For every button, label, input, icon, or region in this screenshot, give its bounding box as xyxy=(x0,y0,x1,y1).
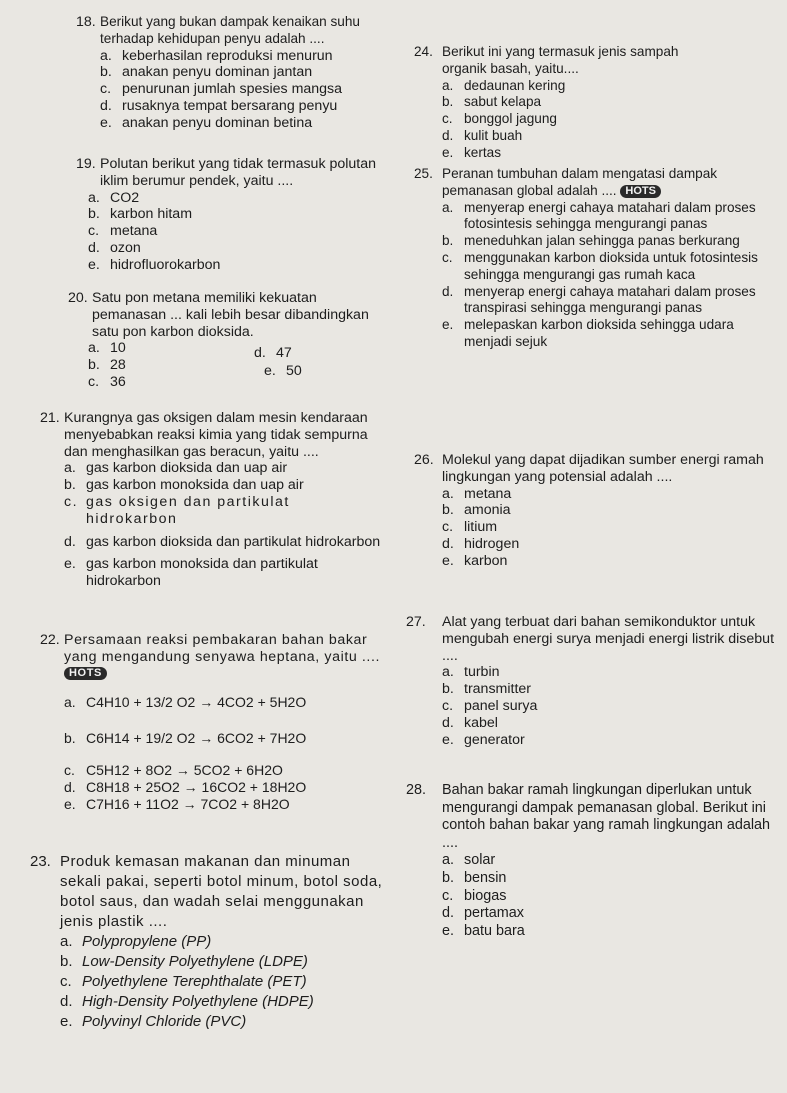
question-20 xyxy=(68,290,388,392)
option-e[interactable]: e. C7H16 + 11O2 → 7CO2 + 8H2O xyxy=(64,795,290,812)
question-text: Alat yang terbuat dari bahan semikonduktor untuk mengubah energi surya menjadi energi listrik disebut .... xyxy=(442,614,775,664)
option-e[interactable]: e. 50 xyxy=(264,363,302,380)
question-number: 19. xyxy=(76,156,96,172)
option-b[interactable]: b. amonia xyxy=(442,502,511,519)
question-text: Molekul yang dapat dijadikan sumber energi ramah lingkungan yang potensial adalah .... xyxy=(442,452,764,485)
option-c[interactable]: c. bonggol jagung xyxy=(442,111,557,127)
question-text: Polutan berikut yang tidak termasuk polutan iklim berumur pendek, yaitu .... xyxy=(100,156,377,189)
option-c[interactable]: c. penurunan jumlah spesies mangsa xyxy=(100,81,343,98)
option-d[interactable]: d. C8H18 + 25O2 → 16CO2 + 18H2O xyxy=(64,779,307,796)
option-c[interactable]: c. litium xyxy=(442,519,498,536)
option-c[interactable]: c. gas oksigen dan partikulat hidrokarbon xyxy=(64,493,290,527)
option-e[interactable]: e. Polyvinyl Chloride (PVC) xyxy=(60,1013,247,1030)
question-text: Persamaan reaksi pembakaran bahan bakar yang mengandung senyawa heptana, yaitu .... xyxy=(64,632,381,665)
option-b[interactable]: b. sabut kelapa xyxy=(442,94,542,110)
question-number: 26. xyxy=(414,452,434,468)
option-a[interactable]: a. keberhasilan reproduksi menurun xyxy=(100,47,333,64)
option-c[interactable]: c. panel surya xyxy=(442,697,538,714)
question-text: Satu pon metana memiliki kekuatan pemanasan ... kali lebih besar dibandingkan satu pon karbon dioksida. xyxy=(92,290,369,340)
question-number: 25. xyxy=(414,166,433,181)
question-19 xyxy=(76,156,396,274)
option-b[interactable]: b. bensin xyxy=(442,869,507,886)
option-a[interactable]: a. menyerap energi cahaya matahari dalam proses fotosintesis sehingga mengurangi panas xyxy=(442,199,756,232)
option-d[interactable]: d. ozon xyxy=(88,239,141,256)
option-e[interactable]: e. melepaskan karbon dioksida sehingga udara menjadi sejuk xyxy=(442,317,734,349)
option-e[interactable]: e. karbon xyxy=(442,552,508,569)
question-number: 21. xyxy=(40,410,60,426)
option-b[interactable]: b. C6H14 + 19/2 O2 → 6CO2 + 7H2O xyxy=(64,730,307,747)
option-a[interactable]: a. Polypropylene (PP) xyxy=(60,933,212,950)
option-a[interactable]: a. 10 xyxy=(88,340,126,357)
option-b[interactable]: b. anakan penyu dominan jantan xyxy=(100,64,313,81)
option-d[interactable]: d. pertamax xyxy=(442,905,524,922)
question-text: Peranan tumbuhan dalam mengatasi dampak pemanasan global adalah .... xyxy=(442,166,718,198)
option-d[interactable]: d. hidrogen xyxy=(442,535,520,552)
question-number: 27. xyxy=(406,614,426,630)
option-e[interactable]: e. anakan penyu dominan betina xyxy=(100,114,313,131)
question-number: 23. xyxy=(30,853,51,870)
question-text: Berikut yang bukan dampak kenaikan suhu terhadap kehidupan penyu adalah .... xyxy=(100,14,360,46)
option-a[interactable]: a. metana xyxy=(442,485,512,502)
option-a[interactable]: a. turbin xyxy=(442,664,500,681)
question-text: Berikut ini yang termasuk jenis sampah organik basah, yaitu.... xyxy=(442,44,679,76)
hots-badge: HOTS xyxy=(620,185,661,198)
question-24 xyxy=(414,44,714,162)
question-number: 22. xyxy=(40,632,60,648)
option-c[interactable]: c. biogas xyxy=(442,887,507,904)
question-text: Bahan bakar ramah lingkungan diperlukan untuk mengurangi dampak pemanasan global. Berikut ini contoh bahan bakar yang ramah lingkungan adalah .... xyxy=(442,782,771,851)
question-25 xyxy=(414,166,774,351)
option-e[interactable]: e. kertas xyxy=(442,144,502,160)
option-b[interactable]: b. karbon hitam xyxy=(88,206,193,223)
option-a[interactable]: a. gas karbon dioksida dan uap air xyxy=(64,460,288,477)
option-d[interactable]: d. 47 xyxy=(254,345,292,362)
option-d[interactable]: d. kulit buah xyxy=(442,127,523,143)
option-c[interactable]: c. 36 xyxy=(88,374,126,391)
option-c[interactable]: c. Polyethylene Terephthalate (PET) xyxy=(60,973,307,990)
question-number: 24. xyxy=(414,44,433,59)
question-number: 18. xyxy=(76,14,96,30)
question-28 xyxy=(406,782,778,940)
question-23 xyxy=(30,852,385,1032)
option-d[interactable]: d. menyerap energi cahaya matahari dalam proses transpirasi sehingga mengurangi panas xyxy=(442,283,756,316)
option-e[interactable]: e. gas karbon monoksida dan partikulat hidrokarbon xyxy=(64,556,318,590)
option-c[interactable]: c. metana xyxy=(88,223,158,240)
option-c[interactable]: c. menggunakan karbon dioksida untuk fotosintesis sehingga mengurangi gas rumah kaca xyxy=(442,249,758,282)
option-b[interactable]: b. gas karbon monoksida dan uap air xyxy=(64,477,304,494)
option-a[interactable]: a. C4H10 + 13/2 O2 → 4CO2 + 5H2O xyxy=(64,694,307,711)
option-d[interactable]: d. kabel xyxy=(442,714,498,731)
question-text: Produk kemasan makanan dan minuman sekali pakai, seperti botol minum, botol soda, botol saus, dan wadah selai menggunakan jenis plastik .... xyxy=(60,853,383,930)
option-e[interactable]: e. generator xyxy=(442,731,525,748)
question-number: 28. xyxy=(406,782,427,798)
option-b[interactable]: b. Low-Density Polyethylene (LDPE) xyxy=(60,953,308,970)
option-b[interactable]: b. meneduhkan jalan sehingga panas berkurang xyxy=(442,233,740,249)
option-b[interactable]: b. transmitter xyxy=(442,681,532,698)
question-number: 20. xyxy=(68,290,88,306)
option-a[interactable]: a. dedaunan kering xyxy=(442,77,566,93)
question-21 xyxy=(40,410,385,590)
option-e[interactable]: e. hidrofluorokarbon xyxy=(88,256,221,273)
question-22 xyxy=(40,632,385,813)
option-b[interactable]: b. 28 xyxy=(88,357,126,374)
option-d[interactable]: d. High-Density Polyethylene (HDPE) xyxy=(60,993,314,1010)
option-d[interactable]: d. rusaknya tempat bersarang penyu xyxy=(100,97,338,114)
option-a[interactable]: a. solar xyxy=(442,852,496,869)
option-d[interactable]: d. gas karbon dioksida dan partikulat hidrokarbon xyxy=(64,533,381,550)
question-text: Kurangnya gas oksigen dalam mesin kendaraan menyebabkan reaksi kimia yang tidak sempurna dan menghasilkan gas beracun, yaitu .... xyxy=(64,410,368,460)
question-27 xyxy=(406,614,776,748)
hots-badge: HOTS xyxy=(64,667,107,680)
question-18 xyxy=(76,14,386,132)
question-26 xyxy=(414,452,774,570)
option-e[interactable]: e. batu bara xyxy=(442,922,525,939)
option-c[interactable]: c. C5H12 + 8O2 → 5CO2 + 6H2O xyxy=(64,762,283,779)
option-a[interactable]: a. CO2 xyxy=(88,189,140,206)
